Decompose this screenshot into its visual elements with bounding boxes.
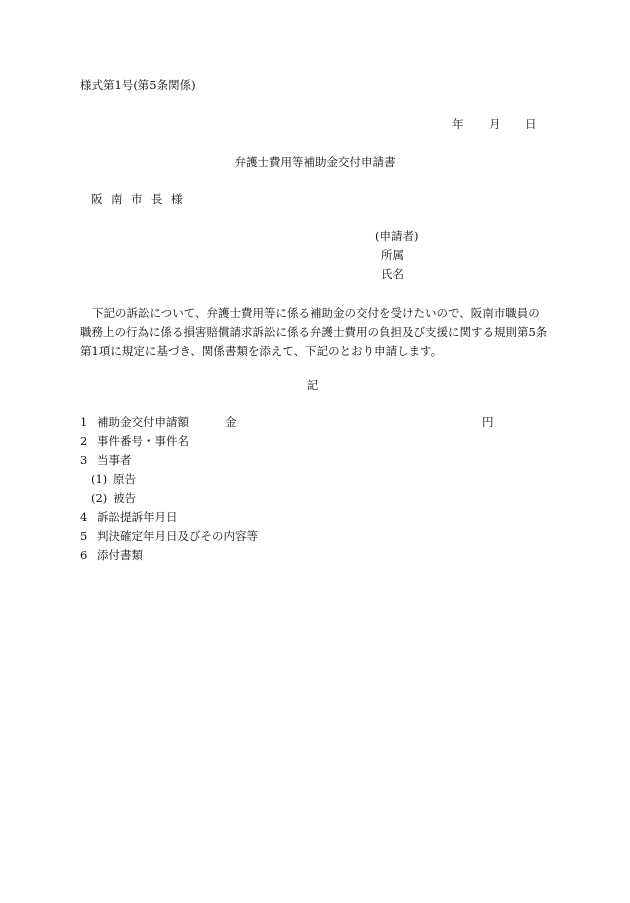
date-year-label: 年 [452, 117, 464, 131]
item-number: 6 [80, 548, 88, 562]
addressee: 阪南市長様 [91, 192, 191, 206]
list-item-filing-date [80, 512, 540, 530]
item-label: 被告 [113, 491, 136, 505]
list-item-case-number [80, 436, 540, 454]
item-label: 原告 [113, 472, 136, 486]
form-number: 様式第1号(第5条関係) [80, 78, 196, 92]
ki-heading: 記 [306, 378, 319, 392]
item-number: 4 [80, 510, 88, 524]
item-number: (1) [91, 472, 108, 486]
item-label: 当事者 [97, 453, 132, 467]
list-item-parties [80, 455, 540, 473]
kin-label: 金 [225, 415, 237, 429]
item-label: 訴訟提訴年月日 [97, 510, 178, 524]
en-label: 円 [482, 415, 494, 429]
list-item-attachments [80, 550, 540, 568]
item-number: 3 [80, 453, 88, 467]
item-label: 添付書類 [97, 548, 143, 562]
list-item-plaintiff [80, 474, 540, 492]
item-number: 5 [80, 529, 88, 543]
date-month-label: 月 [489, 117, 501, 131]
item-label: 判決確定年月日及びその内容等 [97, 529, 258, 543]
application-body-text: 下記の訴訟について、弁護士費用等に係る補助金の交付を受けたいので、阪南市職員の職務上の行為に係る損害賠償請求訴訟に係る弁護士費用の負担及び支援に関する規則第5条第1項に規定に基づき、関係書類を添えて、下記のとおり申請します。 [80, 306, 548, 358]
item-number: 1 [80, 415, 88, 429]
date-day-label: 日 [525, 117, 537, 131]
item-label: 事件番号・事件名 [97, 434, 189, 448]
applicant-label: (申請者) [375, 229, 419, 243]
item-number: (2) [91, 491, 108, 505]
applicant-name-label: 氏名 [381, 267, 404, 281]
item-number: 2 [80, 434, 88, 448]
item-label: 補助金交付申請額 [97, 415, 189, 429]
list-item-defendant [80, 493, 540, 511]
document-title: 弁護士費用等補助金交付申請書 [234, 155, 396, 169]
list-item-judgment-date [80, 531, 540, 549]
list-item-subsidy-amount [80, 417, 540, 435]
applicant-affiliation-label: 所属 [381, 248, 404, 262]
